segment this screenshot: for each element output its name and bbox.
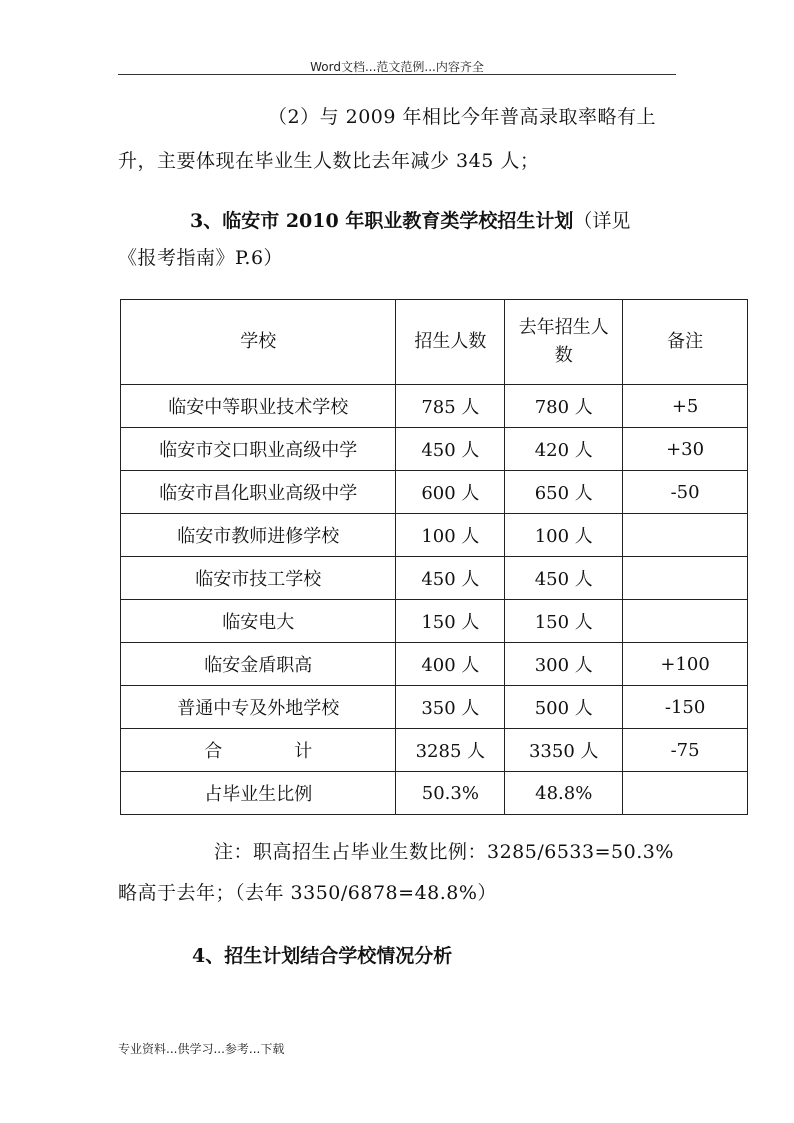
cell-last-year: 3350 人 <box>505 729 623 772</box>
table-row <box>121 385 748 428</box>
cell-enrollment: 350 人 <box>396 686 505 729</box>
header-notes: 备注 <box>623 300 748 385</box>
cell-last-year: 100 人 <box>505 514 623 557</box>
cell-last-year: 150 人 <box>505 600 623 643</box>
table-row-total <box>121 729 748 772</box>
cell-last-year: 300 人 <box>505 643 623 686</box>
cell-last-year: 650 人 <box>505 471 623 514</box>
cell-note: -75 <box>623 729 748 772</box>
cell-enrollment: 50.3% <box>396 772 505 815</box>
cell-school: 临安市交口职业高级中学 <box>121 428 396 471</box>
cell-note: -150 <box>623 686 748 729</box>
table-row <box>121 557 748 600</box>
header-last-year: 去年招生人数 <box>505 300 623 385</box>
page-footer: 专业资料...供学习...参考...下载 <box>118 1042 285 1056</box>
page-header: Word文档...范文范例...内容齐全 <box>310 60 484 74</box>
cell-school: 临安市技工学校 <box>121 557 396 600</box>
cell-last-year: 420 人 <box>505 428 623 471</box>
cell-school: 临安中等职业技术学校 <box>121 385 396 428</box>
paragraph-2-line-2: 升，主要体现在毕业生人数比去年减少 345 人； <box>118 150 540 172</box>
cell-note: +100 <box>623 643 748 686</box>
cell-enrollment: 150 人 <box>396 600 505 643</box>
cell-note <box>623 772 748 815</box>
cell-note: +30 <box>623 428 748 471</box>
section-3-title-bold: 3、临安市 2010 年职业教育类学校招生计划 <box>190 210 574 232</box>
table-row <box>121 471 748 514</box>
cell-enrollment: 450 人 <box>396 557 505 600</box>
section-3-title-tail: （详见 <box>573 210 631 232</box>
table-header-row <box>121 300 748 385</box>
cell-note <box>623 514 748 557</box>
cell-enrollment: 3285 人 <box>396 729 505 772</box>
cell-note <box>623 557 748 600</box>
table-row <box>121 514 748 557</box>
cell-last-year: 780 人 <box>505 385 623 428</box>
section-4-title: 4、招生计划结合学校情况分析 <box>192 945 453 967</box>
header-divider <box>118 74 676 75</box>
cell-note: -50 <box>623 471 748 514</box>
cell-school: 临安金盾职高 <box>121 643 396 686</box>
cell-enrollment: 785 人 <box>396 385 505 428</box>
header-enrollment: 招生人数 <box>396 300 505 385</box>
section-3-subtitle: 《报考指南》P.6） <box>118 247 284 269</box>
cell-school: 临安市昌化职业高级中学 <box>121 471 396 514</box>
cell-enrollment: 450 人 <box>396 428 505 471</box>
cell-school: 普通中专及外地学校 <box>121 686 396 729</box>
cell-ratio-label: 占毕业生比例 <box>121 772 396 815</box>
table-row <box>121 428 748 471</box>
note-line-2: 略高于去年；（去年 3350/6878=48.8%） <box>118 882 497 904</box>
cell-school: 临安电大 <box>121 600 396 643</box>
table-row <box>121 686 748 729</box>
cell-total-label: 合 计 <box>121 729 396 772</box>
cell-note: +5 <box>623 385 748 428</box>
cell-last-year: 450 人 <box>505 557 623 600</box>
cell-school: 临安市教师进修学校 <box>121 514 396 557</box>
cell-note <box>623 600 748 643</box>
table-row-ratio <box>121 772 748 815</box>
cell-enrollment: 100 人 <box>396 514 505 557</box>
table-row <box>121 643 748 686</box>
cell-enrollment: 400 人 <box>396 643 505 686</box>
cell-last-year: 500 人 <box>505 686 623 729</box>
table-row <box>121 600 748 643</box>
cell-last-year: 48.8% <box>505 772 623 815</box>
header-school: 学校 <box>121 300 396 385</box>
note-line-1: 注：职高招生占毕业生数比例：3285/6533=50.3% <box>214 841 674 863</box>
paragraph-2-line-1: （2）与 2009 年相比今年普高录取率略有上 <box>268 106 657 128</box>
enrollment-plan-table <box>120 299 748 815</box>
cell-enrollment: 600 人 <box>396 471 505 514</box>
section-3-title <box>190 206 630 233</box>
